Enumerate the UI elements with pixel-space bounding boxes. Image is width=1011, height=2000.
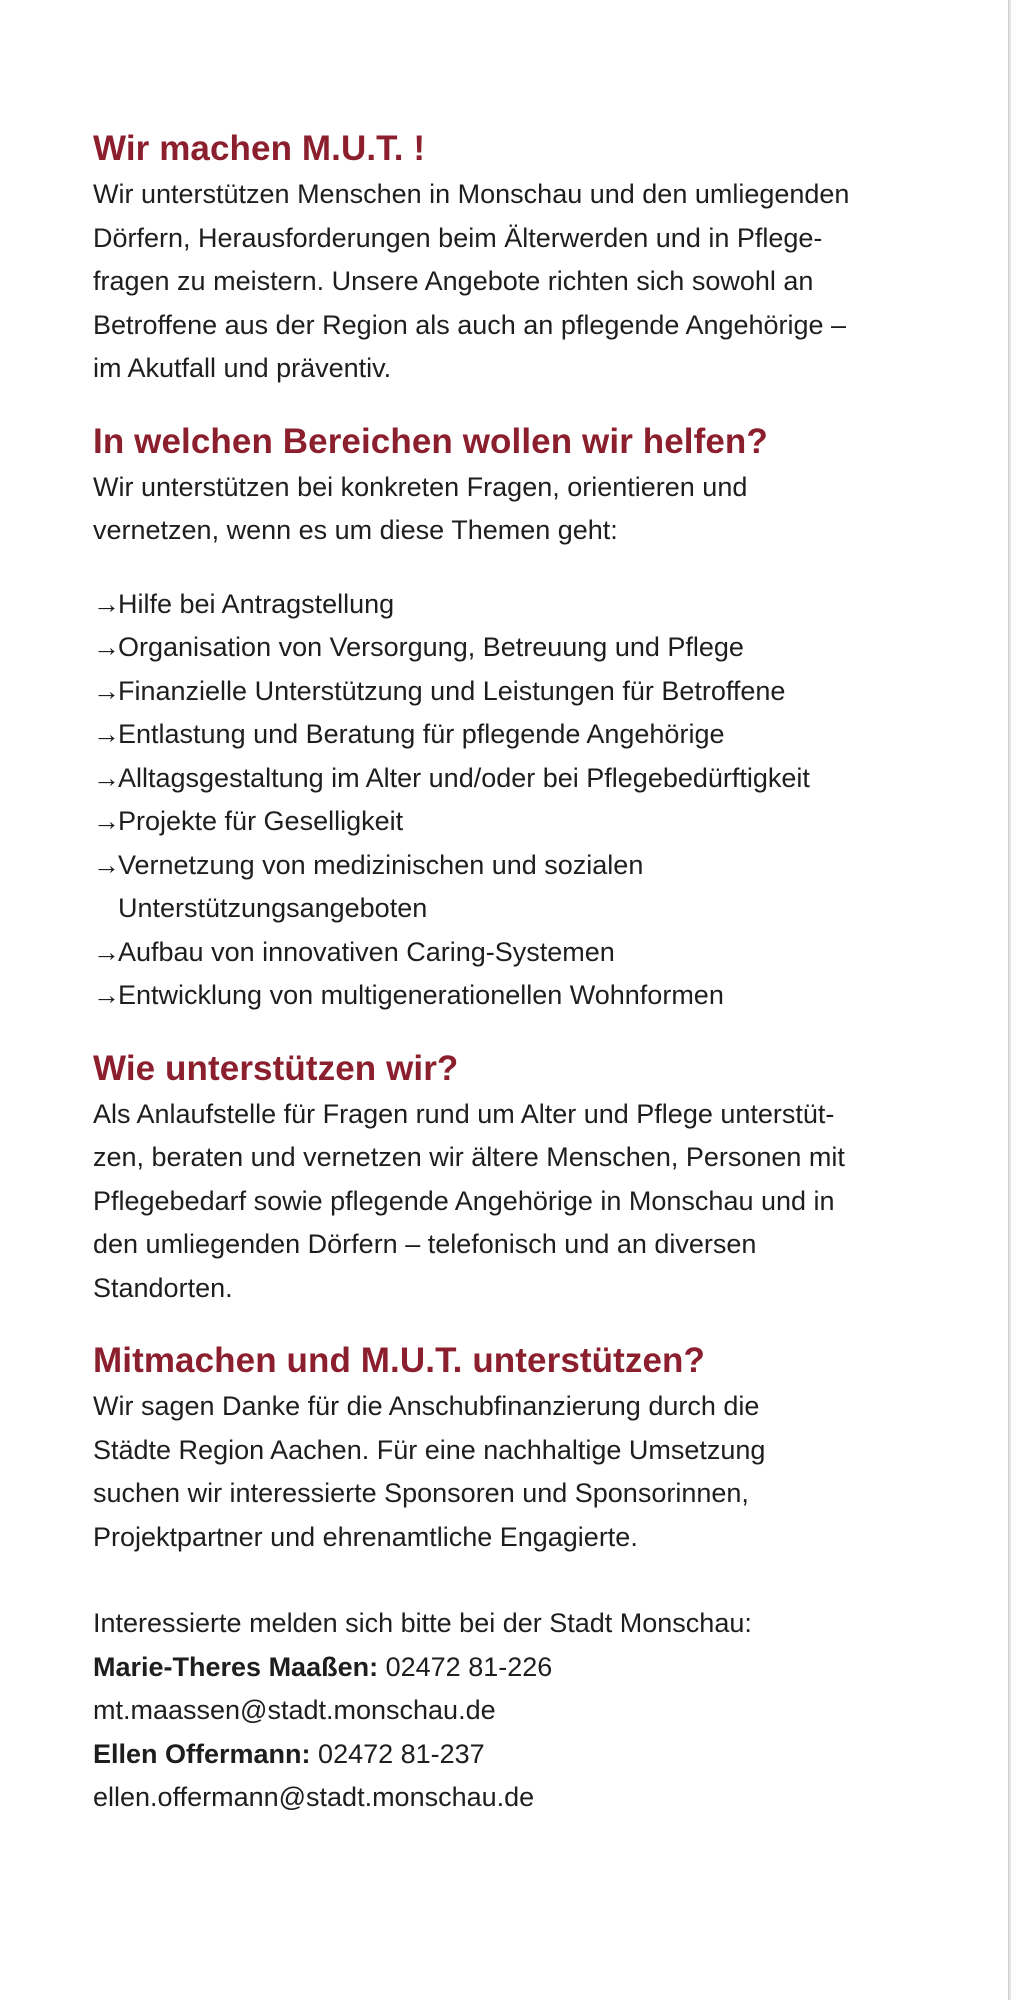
list-item	[93, 974, 913, 1018]
paragraph-line: Wir unterstützen bei konkreten Fragen, orientieren und	[93, 471, 748, 502]
contact-line	[93, 1646, 913, 1690]
heading-mitmachen: Mitmachen und M.U.T. unterstützen?	[93, 1341, 706, 1380]
contact-line	[93, 1733, 913, 1777]
paragraph-line: Dörfern, Herausforderungen beim Älterwerden und in Pflege-	[93, 222, 823, 253]
paragraph-line: Wir sagen Danke für die Anschubfinanzierung durch die	[93, 1391, 760, 1421]
list-item	[93, 713, 913, 757]
contact-email: ellen.offermann@stadt.monschau.de	[93, 1782, 535, 1812]
arrow-right-icon: →	[93, 806, 120, 836]
paragraph-line: Als Anlaufstelle für Fragen rund um Alter und Pflege unterstüt-	[93, 1098, 835, 1129]
paragraph-line: suchen wir interessierte Sponsoren und Sponsorinnen,	[93, 1478, 749, 1508]
contact-name: Ellen Offermann:	[93, 1738, 311, 1769]
list-item-text: Aufbau von innovativen Caring-Systemen	[118, 936, 615, 967]
paragraph-line: vernetzen, wenn es um diese Themen geht:	[93, 515, 618, 545]
contact-phone: 02472 81-237	[318, 1738, 485, 1769]
arrow-right-icon: →	[93, 936, 120, 967]
contact-email: mt.maassen@stadt.monschau.de	[93, 1695, 496, 1725]
list-item-text: Alltagsgestaltung im Alter und/oder bei Pflegebedürftigkeit	[118, 762, 810, 793]
list-item-text: Finanzielle Unterstützung und Leistungen für Betroffene	[118, 675, 786, 706]
paragraph-line: Projektpartner und ehrenamtliche Engagierte.	[93, 1521, 638, 1552]
contact-name: Marie-Theres Maaßen:	[93, 1651, 379, 1682]
paragraph-line: fragen zu meistern. Unsere Angebote richten sich sowohl an	[93, 266, 814, 296]
topics-list	[93, 583, 913, 1018]
section-mitmachen	[93, 1337, 913, 1820]
contact-intro: Interessierte melden sich bitte bei der Stadt Monschau:	[93, 1608, 752, 1638]
paragraph-line: zen, beraten und vernetzen wir ältere Menschen, Personen mit	[93, 1142, 845, 1172]
list-item-text: Entlastung und Beratung für pflegende Angehörige	[118, 719, 725, 749]
section-bereiche	[93, 418, 913, 1018]
list-item-text: Entwicklung von multigenerationellen Wohnformen	[118, 980, 724, 1010]
list-item	[93, 626, 913, 670]
arrow-right-icon: →	[93, 719, 120, 749]
section-wie-unterstuetzen-wir	[93, 1045, 913, 1311]
list-item	[93, 931, 913, 975]
arrow-right-icon: →	[93, 588, 120, 619]
list-item	[93, 800, 913, 844]
spacer	[93, 1559, 913, 1602]
paragraph-line: Städte Region Aachen. Für eine nachhaltige Umsetzung	[93, 1434, 766, 1465]
paragraph-line: Betroffene aus der Region als auch an pflegende Angehörige –	[93, 309, 847, 340]
list-item	[93, 583, 913, 627]
heading-wir-machen-mut: Wir machen M.U.T. !	[93, 129, 426, 168]
arrow-right-icon: →	[93, 762, 120, 793]
list-item	[93, 670, 913, 714]
list-item-text-continued: Unterstützungsangeboten	[118, 893, 428, 923]
list-item	[93, 844, 913, 931]
arrow-right-icon: →	[93, 980, 120, 1010]
heading-bereiche: In welchen Bereichen wollen wir helfen?	[93, 421, 768, 461]
paragraph-line: den umliegenden Dörfern – telefonisch und an diversen	[93, 1229, 757, 1259]
list-item-text: Organisation von Versorgung, Betreuung und Pflege	[118, 632, 744, 662]
list-item-text: Hilfe bei Antragstellung	[118, 588, 395, 619]
section-wir-machen-mut	[93, 125, 913, 391]
list-item-text: Vernetzung von medizinischen und sozialen	[118, 849, 644, 880]
arrow-right-icon: →	[93, 632, 120, 662]
list-item-text: Projekte für Geselligkeit	[118, 806, 404, 836]
contact-phone: 02472 81-226	[385, 1651, 553, 1682]
heading-wie-unterstuetzen-wir: Wie unterstützen wir?	[93, 1048, 459, 1088]
paragraph-line: Standorten.	[93, 1272, 233, 1303]
list-item	[93, 757, 913, 801]
paragraph-line: im Akutfall und präventiv.	[93, 353, 392, 383]
arrow-right-icon: →	[93, 675, 120, 706]
document-content	[93, 125, 913, 1847]
arrow-right-icon: →	[93, 849, 120, 880]
paragraph-line: Pflegebedarf sowie pflegende Angehörige in Monschau und in	[93, 1185, 835, 1216]
paragraph-line: Wir unterstützen Menschen in Monschau und den umliegenden	[93, 179, 850, 209]
